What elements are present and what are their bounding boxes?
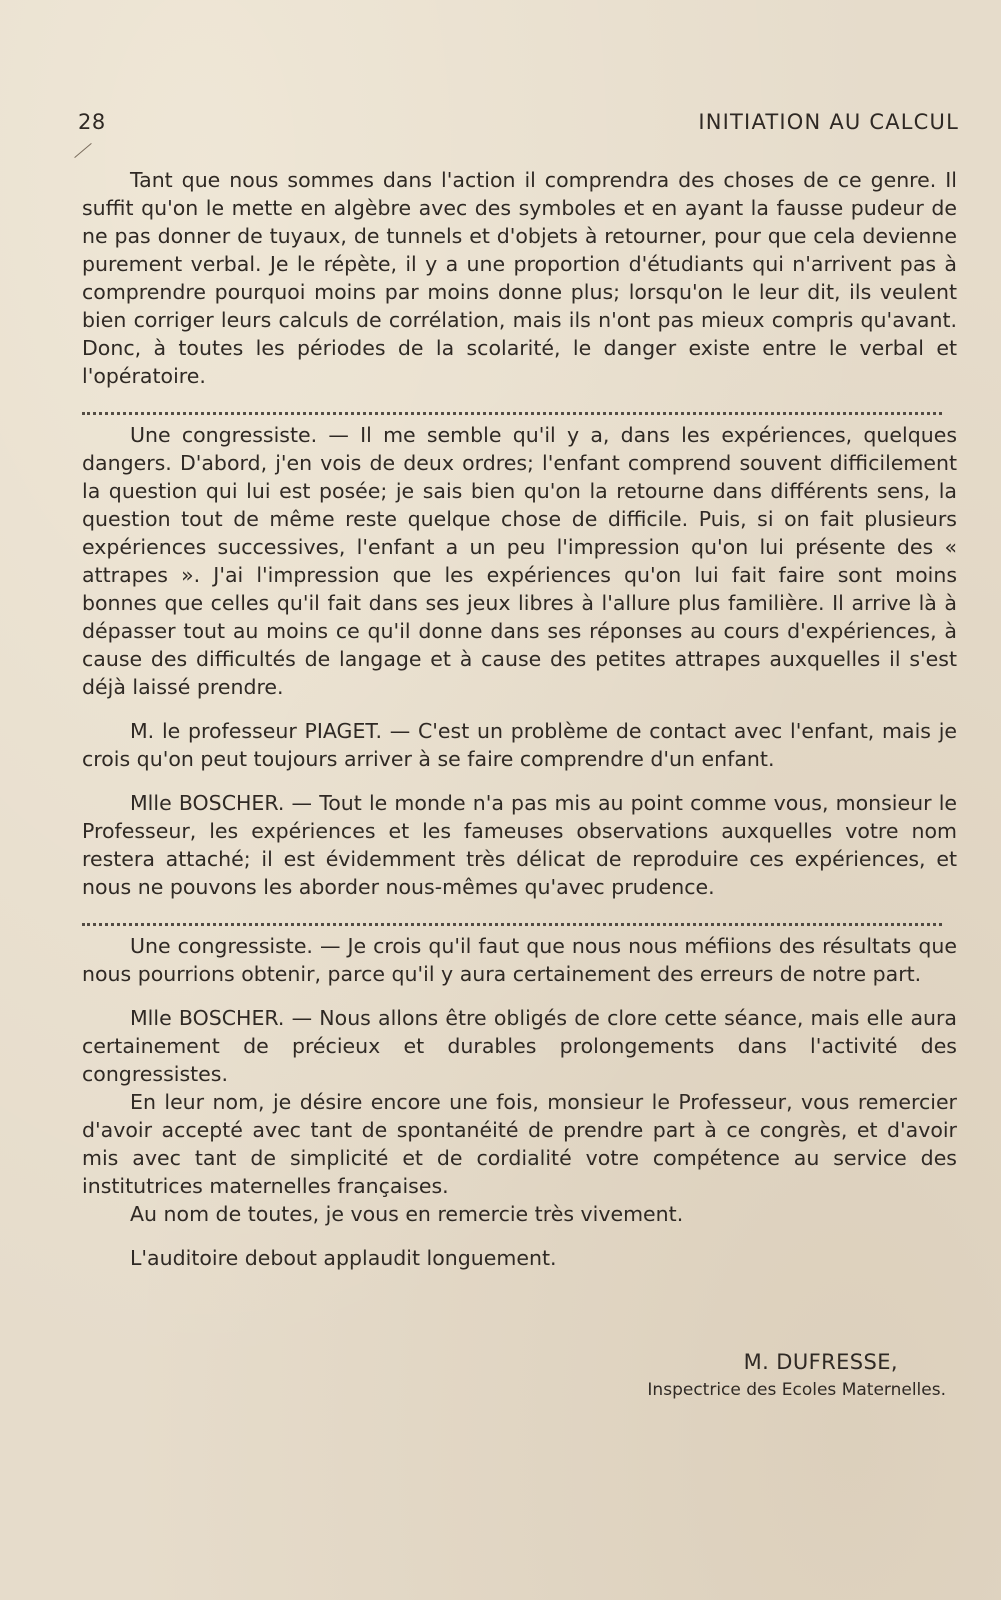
paragraph-6: Mlle BOSCHER. — Nous allons être obligés de clore cette séance, mais elle aura certainement de précieux et durables prolongements dans l'activité des congressistes. xyxy=(82,1006,957,1086)
paragraph-8: Au nom de toutes, je vous en remercie très vivement. xyxy=(130,1202,684,1226)
running-title: INITIATION AU CALCUL xyxy=(698,110,959,134)
paragraph-2: Une congressiste. — Il me semble qu'il y a, dans les expériences, quelques dangers. D'abord, j'en vois de deux ordres; l'enfant comprend souvent difficilement la question qui lui est posée; je sais bien qu'on la retourne dans différents sens, la question tout de même reste quelque chose de difficile. Puis, si on fait plusieurs expériences successives, l'enfant a un peu l'impression qu'on lui présente des « attrapes ». J'ai l'impression que les expériences qu'on lui fait faire sont moins bonnes que celles qu'il fait dans ses jeux libres à l'allure plus familière. Il arrive là à dépasser tout au moins ce qu'il donne dans ses réponses au cours d'expériences, à cause des difficultés de langage et à cause des petites attrapes auxquelles il s'est déjà laissé prendre. xyxy=(82,423,957,699)
dotted-separator xyxy=(82,909,942,926)
signature-role: Inspectrice des Ecoles Maternelles. xyxy=(647,1380,946,1400)
dotted-separator xyxy=(82,398,942,415)
paragraph-9: L'auditoire debout applaudit longuement. xyxy=(130,1246,557,1270)
pencil-mark xyxy=(74,143,91,158)
paragraph-4: Mlle BOSCHER. — Tout le monde n'a pas mis au point comme vous, monsieur le Professeur, les expériences et les fameuses observations auxquelles votre nom restera attaché; il est évidemment très délicat de reproduire ces expériences, et nous ne pouvons les aborder nous-mêmes qu'avec prudence. xyxy=(82,791,957,899)
page-body xyxy=(82,166,957,1272)
paragraph-7: En leur nom, je désire encore une fois, monsieur le Professeur, vous remercier d'avoir accepté avec tant de spontanéité de prendre part à ce congrès, et d'avoir mis avec tant de simplicité et de cordialité votre compétence au service des institutrices maternelles françaises. xyxy=(82,1090,957,1198)
paragraph-5: Une congressiste. — Je crois qu'il faut que nous nous méfiions des résultats que nous pourrions obtenir, parce qu'il y aura certainement des erreurs de notre part. xyxy=(82,934,957,986)
paragraph-3: M. le professeur PIAGET. — C'est un problème de contact avec l'enfant, mais je crois qu'on peut toujours arriver à se faire comprendre d'un enfant. xyxy=(82,719,957,771)
page-header xyxy=(78,110,959,134)
signature-name: M. DUFRESSE, xyxy=(743,1350,898,1374)
signature-block xyxy=(647,1350,946,1400)
paragraph-1: Tant que nous sommes dans l'action il comprendra des choses de ce genre. Il suffit qu'on le mette en algèbre avec des symboles et en ayant la fausse pudeur de ne pas donner de tuyaux, de tunnels et d'objets à retourner, pour que cela devienne purement verbal. Je le répète, il y a une proportion d'étudiants qui n'arrivent pas à comprendre pourquoi moins par moins donne plus; lorsqu'on le leur dit, ils veulent bien corriger leurs calculs de corrélation, mais ils n'ont pas mieux compris qu'avant. Donc, à toutes les périodes de la scolarité, le danger existe entre le verbal et l'opératoire. xyxy=(82,168,957,388)
page-number: 28 xyxy=(78,110,106,134)
